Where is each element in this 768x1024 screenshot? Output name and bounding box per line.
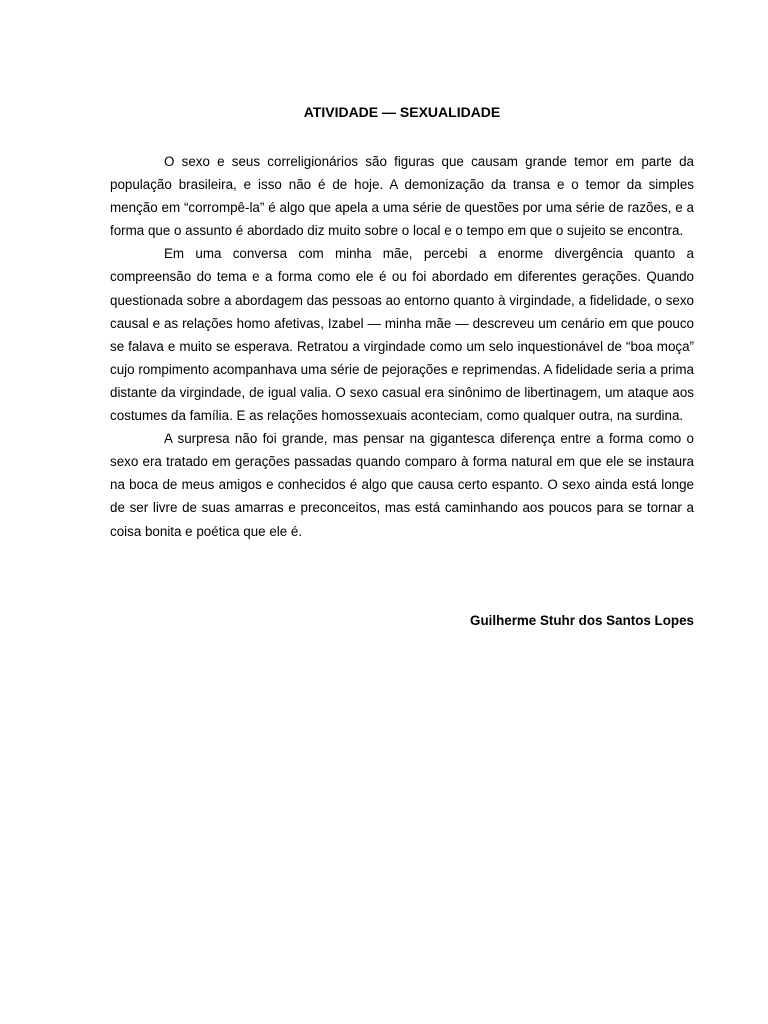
paragraph-2: Em uma conversa com minha mãe, percebi a enorme divergência quanto a compreensão do tema e a forma como ele é ou foi abordado em diferentes gerações. Quando questionada sobre a abordagem das pessoas ao entorno quanto à virgindade, a fidelidade, o sexo causal e as relações homo afetivas, Izabel — minha mãe — descreveu um cenário em que pouco se falava e muito se esperava. Retratou a virgindade como um selo inquestionável de “boa moça” cujo rompimento acompanhava uma série de pejorações e reprimendas. A fidelidade seria a prima distante da virgindade, de igual valia. O sexo casual era sinônimo de libertinagem, um ataque aos costumes da família. E as relações homossexuais aconteciam, como qualquer outra, na surdina. [110, 246, 694, 424]
paragraph-3: A surpresa não foi grande, mas pensar na gigantesca diferença entre a forma como o sexo era tratado em gerações passadas quando comparo à forma natural em que ele se instaura na boca de meus amigos e conhecidos é algo que causa certo espanto. O sexo ainda está longe de ser livre de suas amarras e preconceitos, mas está caminhando aos poucos para se tornar a coisa bonita e poética que ele é. [110, 431, 694, 539]
author-signature: Guilherme Stuhr dos Santos Lopes [470, 613, 694, 628]
paragraph-1: O sexo e seus correligionários são figuras que causam grande temor em parte da população brasileira, e isso não é de hoje. A demonização da transa e o temor da simples menção em “corrompê-la” é algo que apela a uma série de questões por uma série de razões, e a forma que o assunto é abordado diz muito sobre o local e o tempo em que o sujeito se encontra. [110, 154, 694, 239]
document-body [110, 150, 694, 543]
document-title: ATIVIDADE — SEXUALIDADE [303, 104, 501, 120]
